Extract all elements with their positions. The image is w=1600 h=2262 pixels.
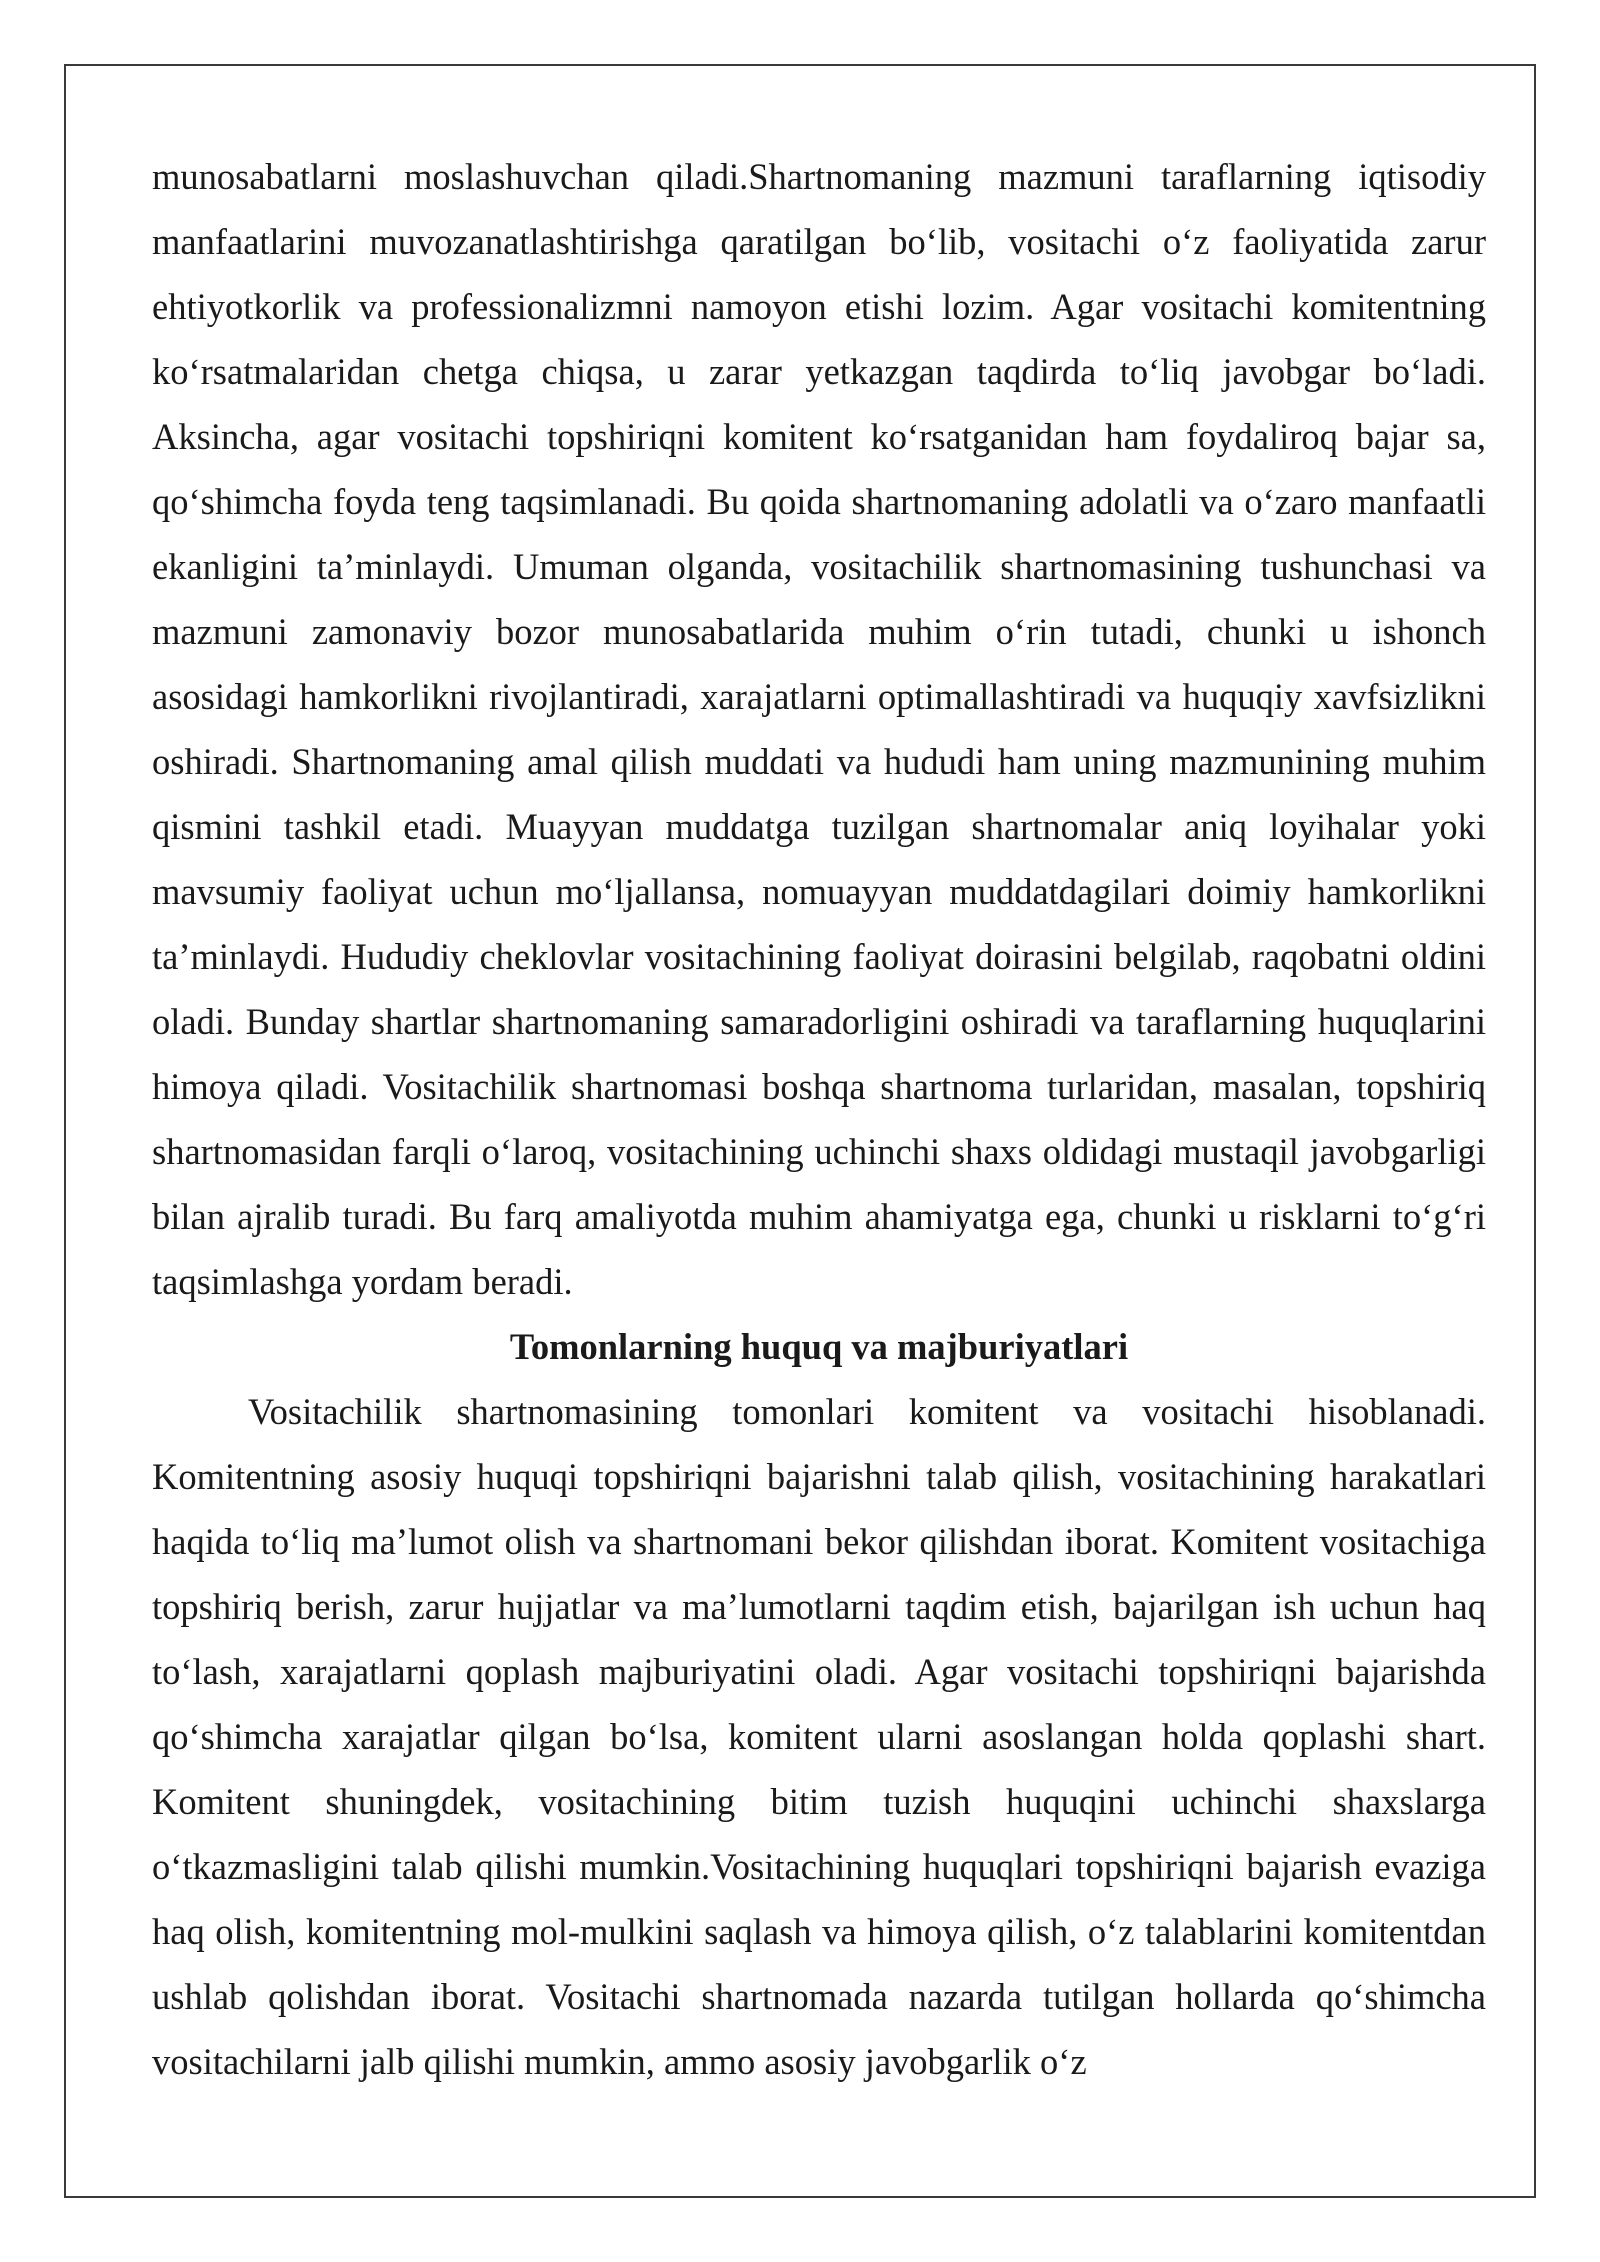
section-heading: Tomonlarning huquq va majburiyatlari (509, 1326, 1129, 1367)
body-paragraph-2: Vositachilik shartnomasining tomonlari komitent va vositachi hisoblanadi. Komitentning asosiy huquqi topshiriqni bajarishni talab qilish, vositachining harakatlari haqida to‘liq ma’lumot olish va shartnomani bekor qilishdan iborat. Komitent vositachiga topshiriq berish, zarur hujjatlar va ma’lumotlarni taqdim etish, bajarilgan ish uchun haq to‘lash, xarajatlarni qoplash majburiyatini oladi. Agar vositachi topshiriqni bajarishda qo‘shimcha xarajatlar qilgan bo‘lsa, komitent ularni asoslangan holda qoplashi shart. Komitent shuningdek, vositachining bitim tuzish huquqini uchinchi shaxslarga o‘tkazmasligini talab qilishi mumkin.Vositachining huquqlari topshiriqni bajarish evaziga haq olish, komitentning mol-mulkini saqlash va himoya qilish, o‘z talablarini komitentdan ushlab qolishdan iborat. Vositachi shartnomada nazarda tutilgan hollarda qo‘shimcha vositachilarni jalb qilishi mumkin, ammo asosiy javobgarlik o‘z (152, 1391, 1486, 2082)
document-body (152, 144, 1486, 2094)
body-paragraph-1: munosabatlarni moslashuvchan qiladi.Shartnomaning mazmuni taraflarning iqtisodiy manfaatlarini muvozanatlashtirishga qaratilgan bo‘lib, vositachi o‘z faoliyatida zarur ehtiyotkorlik va professionalizmni namoyon etishi lozim. Agar vositachi komitentning ko‘rsatmalaridan chetga chiqsa, u zarar yetkazgan taqdirda to‘liq javobgar bo‘ladi. Aksincha, agar vositachi topshiriqni komitent ko‘rsatganidan ham foydaliroq bajar sa, qo‘shimcha foyda teng taqsimlanadi. Bu qoida shartnomaning adolatli va o‘zaro manfaatli ekanligini ta’minlaydi. Umuman olganda, vositachilik shartnomasining tushunchasi va mazmuni zamonaviy bozor munosabatlarida muhim o‘rin tutadi, chunki u ishonch asosidagi hamkorlikni rivojlantiradi, xarajatlarni optimallashtiradi va huquqiy xavfsizlikni oshiradi. Shartnomaning amal qilish muddati va hududi ham uning mazmunining muhim qismini tashkil etadi. Muayyan muddatga tuzilgan shartnomalar aniq loyihalar yoki mavsumiy faoliyat uchun mo‘ljallansa, nomuayyan muddatdagilari doimiy hamkorlikni ta’minlaydi. Hududiy cheklovlar vositachining faoliyat doirasini belgilab, raqobatni oldini oladi. Bunday shartlar shartnomaning samaradorligini oshiradi va taraflarning huquqlarini himoya qiladi. Vositachilik shartnomasi boshqa shartnoma turlaridan, masalan, topshiriq shartnomasidan farqli o‘laroq, vositachining uchinchi shaxs oldidagi mustaqil javobgarligi bilan ajralib turadi. Bu farq amaliyotda muhim ahamiyatga ega, chunki u risklarni to‘g‘ri taqsimlashga yordam beradi. (152, 156, 1486, 1302)
